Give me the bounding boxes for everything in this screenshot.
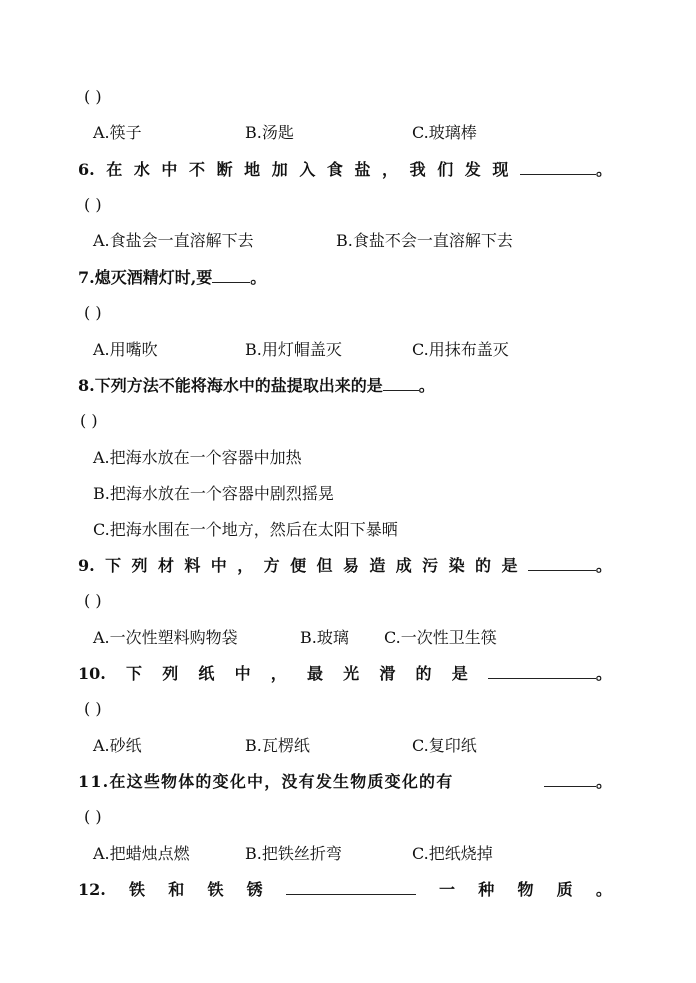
- q9-char: 便: [290, 556, 307, 575]
- q7-option-c: C.用抹布盖灭: [412, 340, 509, 359]
- q6-question: [78, 160, 612, 180]
- q10-char: 中: [234, 664, 251, 683]
- q12-char: 和: [168, 880, 185, 899]
- q10-char: ，: [270, 664, 287, 683]
- q12-char: 质: [556, 880, 573, 899]
- q9-answer-paren: ( ): [84, 591, 102, 610]
- q5-option-c: C.玻璃棒: [412, 123, 477, 142]
- q9-char: 列: [131, 556, 148, 575]
- q9-char: 9.: [78, 556, 95, 575]
- q6-char: 们: [437, 160, 454, 179]
- q7-text: 7.熄灭酒精灯时,要: [78, 268, 213, 287]
- q6-blank[interactable]: [520, 160, 596, 175]
- q12-char: 12.: [78, 880, 106, 899]
- q10-char: 纸: [198, 664, 215, 683]
- q9-char: 料: [184, 556, 201, 575]
- q11-option-c: C.把纸烧掉: [412, 844, 493, 863]
- q9-blank[interactable]: [528, 556, 596, 571]
- q8-question: [78, 376, 435, 396]
- q10-char: 列: [162, 664, 179, 683]
- q9-option-b: B.玻璃: [300, 628, 349, 647]
- q6-char: 在: [106, 160, 123, 179]
- q11-text: 11.在这些物体的变化中，没有发生物质变化的有: [78, 772, 454, 791]
- q6-char: 断: [216, 160, 233, 179]
- q6-char: 入: [299, 160, 316, 179]
- q9-option-c: C.一次性卫生筷: [384, 628, 497, 647]
- q12-char: 物: [517, 880, 534, 899]
- q10-option-c: C.复印纸: [412, 736, 477, 755]
- q12-end-mark: 。: [595, 880, 612, 899]
- q6-option-a: A.食盐会一直溶解下去: [93, 231, 254, 250]
- q9-char: 造: [369, 556, 386, 575]
- q6-char: 6.: [78, 160, 95, 179]
- q7-answer-paren: ( ): [84, 303, 102, 322]
- q10-char: 10.: [78, 664, 106, 683]
- q6-answer-paren: ( ): [84, 195, 102, 214]
- q5-option-b: B.汤匙: [245, 123, 294, 142]
- q9-char: 下: [105, 556, 122, 575]
- q7-blank[interactable]: [212, 268, 250, 283]
- q12-question: [78, 880, 612, 900]
- q7-question: [78, 268, 266, 288]
- q8-answer-paren: ( ): [80, 411, 98, 430]
- q6-char: ，: [382, 160, 399, 179]
- q6-char: 加: [271, 160, 288, 179]
- q12-char: 铁: [129, 880, 146, 899]
- q9-char: 的: [475, 556, 492, 575]
- q10-char: 下: [126, 664, 143, 683]
- q11-answer-paren: ( ): [84, 807, 102, 826]
- q10-char: 滑: [379, 664, 396, 683]
- q11-option-b: B.把铁丝折弯: [245, 844, 342, 863]
- q9-char: ，: [237, 556, 254, 575]
- q10-char: 光: [343, 664, 360, 683]
- q8-end-mark: 。: [418, 376, 435, 395]
- q9-end-mark: 。: [595, 556, 612, 575]
- q9-char: 中: [210, 556, 227, 575]
- q11-question: [78, 772, 612, 792]
- q11-option-a: A.把蜡烛点燃: [93, 844, 190, 863]
- q10-answer-paren: ( ): [84, 699, 102, 718]
- q11-end-mark: 。: [595, 772, 612, 791]
- q8-text: 8.下列方法不能将海水中的盐提取出来的是: [78, 376, 383, 395]
- q9-char: 方: [263, 556, 280, 575]
- q6-char: 不: [189, 160, 206, 179]
- q10-question: [78, 664, 612, 684]
- q12-char: 铁: [207, 880, 224, 899]
- q10-char: 的: [415, 664, 432, 683]
- q12-char: 种: [478, 880, 495, 899]
- q9-char: 易: [342, 556, 359, 575]
- q6-char: 现: [492, 160, 509, 179]
- q6-option-b: B.食盐不会一直溶解下去: [336, 231, 513, 250]
- q9-char: 但: [316, 556, 333, 575]
- q10-end-mark: 。: [595, 664, 612, 683]
- q12-blank[interactable]: [286, 880, 416, 895]
- q9-char: 成: [395, 556, 412, 575]
- q8-option-c: C.把海水围在一个地方，然后在太阳下暴晒: [93, 520, 398, 539]
- q6-char: 地: [244, 160, 261, 179]
- q12-char: 一: [439, 880, 456, 899]
- q6-char: 盐: [354, 160, 371, 179]
- q7-end-mark: 。: [250, 268, 267, 287]
- q8-option-a: A.把海水放在一个容器中加热: [93, 448, 302, 467]
- q5-option-a: A.筷子: [93, 123, 142, 142]
- q6-char: 中: [161, 160, 178, 179]
- q9-question: [78, 556, 612, 576]
- q6-char: 发: [464, 160, 481, 179]
- q6-char: 食: [326, 160, 343, 179]
- q6-end-mark: 。: [595, 160, 612, 179]
- q10-char: 最: [306, 664, 323, 683]
- q7-option-a: A.用嘴吹: [93, 340, 158, 359]
- q9-char: 材: [157, 556, 174, 575]
- q6-char: 水: [133, 160, 150, 179]
- q10-char: 是: [451, 664, 468, 683]
- q9-option-a: A.一次性塑料购物袋: [93, 628, 238, 647]
- q10-option-a: A.砂纸: [93, 736, 142, 755]
- q9-char: 染: [448, 556, 465, 575]
- q9-char: 是: [501, 556, 518, 575]
- q11-blank[interactable]: [544, 772, 596, 787]
- q10-blank[interactable]: [488, 664, 596, 679]
- q5-answer-paren: ( ): [84, 87, 102, 106]
- q8-option-b: B.把海水放在一个容器中剧烈摇晃: [93, 484, 334, 503]
- q7-option-b: B.用灯帽盖灭: [245, 340, 342, 359]
- q10-option-b: B.瓦楞纸: [245, 736, 310, 755]
- q9-char: 污: [422, 556, 439, 575]
- q8-blank[interactable]: [383, 376, 419, 391]
- q12-char: 锈: [246, 880, 263, 899]
- q6-char: 我: [409, 160, 426, 179]
